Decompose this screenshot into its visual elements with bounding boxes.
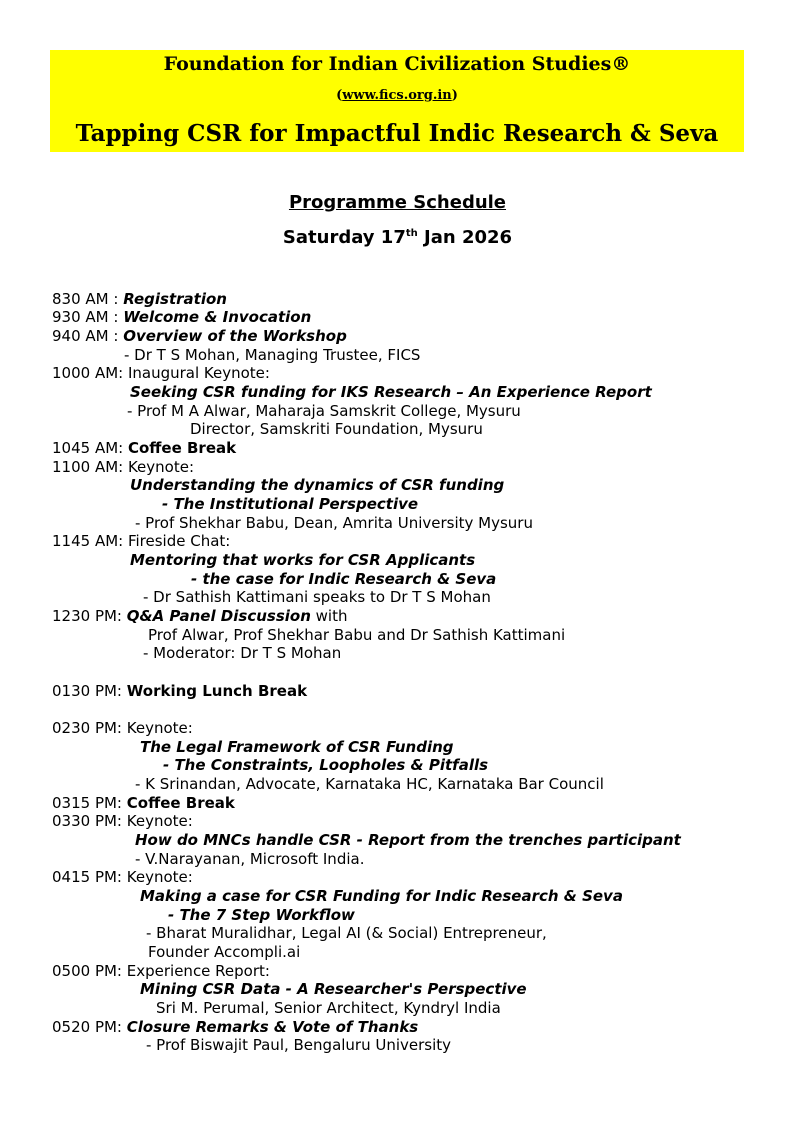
speaker-line: - Dr Sathish Kattimani speaks to Dr T S Mohan (143, 588, 491, 606)
session-subtitle: - The Institutional Perspective (162, 495, 419, 513)
speaker-line: - K Srinandan, Advocate, Karnataka HC, Karnataka Bar Council (135, 775, 604, 793)
speaker-line: Sri M. Perumal, Senior Architect, Kyndryl India (156, 999, 501, 1017)
speaker-line: - V.Narayanan, Microsoft India. (135, 850, 365, 868)
session-subtitle: - The Constraints, Loopholes & Pitfalls (163, 756, 489, 774)
speaker-line: - Bharat Muralidhar, Legal AI (& Social) Entrepreneur, (146, 924, 547, 942)
panel-members: Prof Alwar, Prof Shekhar Babu and Dr Sathish Kattimani (148, 626, 566, 644)
schedule-item-welcome: 930 AM : Welcome & Invocation (52, 308, 312, 326)
schedule-item-experience: 0500 PM: Experience Report: (52, 962, 270, 980)
session-title: How do MNCs handle CSR - Report from the trenches participant (135, 831, 681, 849)
session-subtitle: - The 7 Step Workflow (168, 906, 355, 924)
session-title: Mentoring that works for CSR Applicants (130, 551, 476, 569)
org-url: (www.fics.org.in) (336, 88, 458, 103)
moderator-line: - Moderator: Dr T S Mohan (143, 644, 342, 662)
website-link[interactable]: www.fics.org.in (342, 88, 452, 103)
speaker-line: - Prof M A Alwar, Maharaja Samskrit College, Mysuru (127, 402, 521, 420)
schedule-item-keynote-1: 1100 AM: Keynote: (52, 458, 195, 476)
event-title: Tapping CSR for Impactful Indic Research & Seva (75, 120, 719, 147)
schedule-item-lunch: 0130 PM: Working Lunch Break (52, 682, 308, 700)
schedule-item-fireside: 1145 AM: Fireside Chat: (52, 532, 231, 550)
session-title: Mining CSR Data - A Researcher's Perspective (140, 980, 527, 998)
session-title: Seeking CSR funding for IKS Research – An Experience Report (130, 383, 652, 401)
session-title: Making a case for CSR Funding for Indic Research & Seva (140, 887, 623, 905)
org-name: Foundation for Indian Civilization Studies® (163, 53, 631, 75)
schedule-item-keynote-2: 0230 PM: Keynote: (52, 719, 193, 737)
schedule-item-closure: 0520 PM: Closure Remarks & Vote of Thanks (52, 1018, 419, 1036)
speaker-line: Director, Samskriti Foundation, Mysuru (190, 420, 483, 438)
speaker-line: - Prof Shekhar Babu, Dean, Amrita University Mysuru (135, 514, 533, 532)
header-banner (50, 50, 744, 152)
programme-date: Saturday 17th Jan 2026 (282, 227, 513, 248)
programme-heading: Programme Schedule (288, 192, 507, 213)
schedule-item-keynote-3: 0330 PM: Keynote: (52, 812, 193, 830)
schedule-item-overview: 940 AM : Overview of the Workshop (52, 327, 347, 345)
schedule-item-coffee-1: 1045 AM: Coffee Break (52, 439, 237, 457)
speaker-line: - Dr T S Mohan, Managing Trustee, FICS (124, 346, 421, 364)
schedule-item-inaugural: 1000 AM: Inaugural Keynote: (52, 364, 270, 382)
schedule-item-coffee-2: 0315 PM: Coffee Break (52, 794, 235, 812)
schedule-item-keynote-4: 0415 PM: Keynote: (52, 868, 193, 886)
session-subtitle: - the case for Indic Research & Seva (191, 570, 497, 588)
schedule-item-registration: 830 AM : Registration (52, 290, 227, 308)
schedule-item-panel: 1230 PM: Q&A Panel Discussion with (52, 607, 348, 625)
session-title: Understanding the dynamics of CSR funding (130, 476, 505, 494)
speaker-line: Founder Accompli.ai (148, 943, 301, 961)
session-title: The Legal Framework of CSR Funding (140, 738, 454, 756)
speaker-line: - Prof Biswajit Paul, Bengaluru University (146, 1036, 452, 1054)
